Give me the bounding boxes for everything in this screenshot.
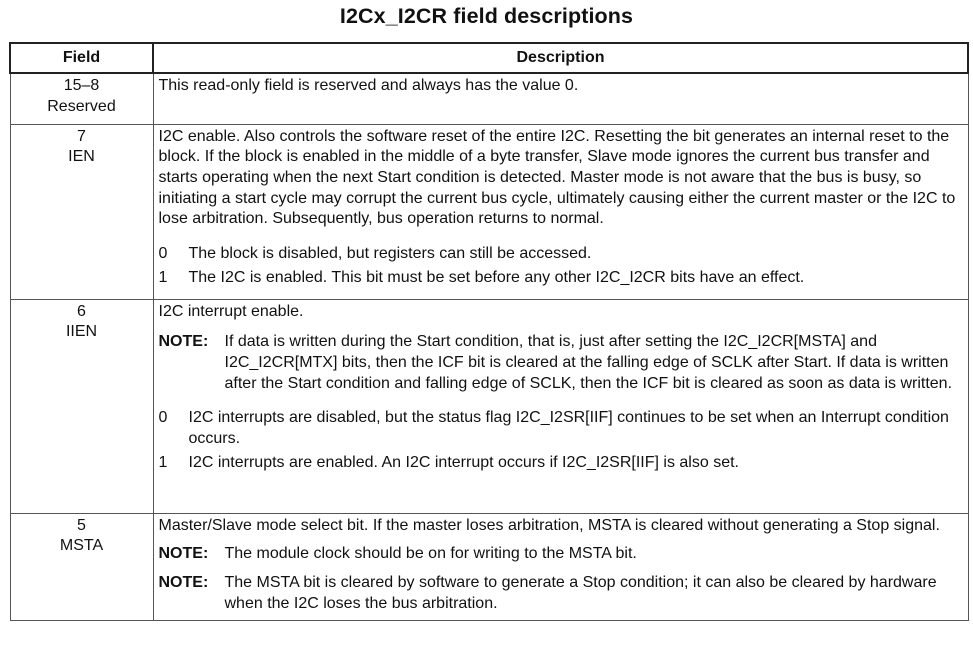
note-block — [159, 544, 962, 565]
note-label: NOTE: — [158, 333, 209, 351]
table-header-row — [10, 43, 968, 73]
description-cell — [153, 299, 968, 513]
table-row — [10, 124, 968, 299]
table-row — [10, 513, 968, 621]
field-cell — [10, 299, 153, 513]
field-cell — [10, 513, 153, 621]
value-description: The block is disabled, but registers can still be accessed. — [188, 245, 592, 263]
table-row — [10, 73, 968, 124]
value-description: The I2C is enabled. This bit must be set before any other I2C_I2CR bits have an effect. — [188, 268, 805, 286]
value-number: 1 — [158, 268, 168, 286]
page-title: I2Cx_I2CR field descriptions — [339, 4, 634, 28]
value-number: 1 — [158, 453, 168, 471]
description-text: I2C enable. Also controls the software reset of the entire I2C. Resetting the bit generates an internal reset to the block. If the block is enabled in the middle of a byte transfer, Slave mode ignores the current bus transfer and starts operating when the next Start condition is detected. Master mode is not aware that the bus is busy, so initiating a start cycle may corrupt the current bus cycle, ultimately causing either the current master or the I2C to lose arbitration. Subsequently, bus operation returns to normal. — [158, 127, 956, 228]
description-text: I2C interrupt enable. — [158, 302, 304, 320]
field-bits: 5 — [77, 516, 86, 534]
note-text: If data is written during the Start condition, that is, just after setting the I2C_I2CR[MSTA] and I2C_I2CR[MTX] bits, then the ICF bit is cleared at the falling edge of SCLK after Start. If data is written after the Start condition and falling edge of SCLK, then the ICF bit is cleared as soon as data is written. — [224, 333, 953, 392]
value-item — [159, 408, 962, 449]
field-bits: 7 — [77, 127, 86, 145]
description-cell — [153, 73, 968, 124]
description-text: Master/Slave mode select bit. If the master loses arbitration, MSTA is cleared without generating a Stop signal. — [158, 516, 940, 534]
value-number: 0 — [158, 245, 168, 263]
note-label: NOTE: — [158, 573, 209, 591]
field-descriptions-table — [9, 42, 969, 621]
description-text: This read-only field is reserved and always has the value 0. — [158, 77, 579, 94]
column-header-field: Field — [10, 43, 153, 73]
field-name: IEN — [68, 148, 95, 166]
field-cell — [10, 124, 153, 299]
value-description: I2C interrupts are enabled. An I2C interrupt occurs if I2C_I2SR[IIF] is also set. — [188, 453, 739, 471]
field-name: IIEN — [65, 323, 98, 341]
value-item — [159, 453, 962, 474]
note-text: The module clock should be on for writing to the MSTA bit. — [224, 545, 637, 563]
note-block — [159, 332, 962, 394]
field-bits: 6 — [77, 302, 86, 320]
description-cell — [153, 513, 968, 621]
value-number: 0 — [158, 409, 168, 427]
field-name: Reserved — [47, 97, 116, 115]
table-row — [10, 299, 968, 513]
field-name: MSTA — [59, 537, 104, 555]
field-bits: 15–8 — [63, 77, 100, 94]
description-cell — [153, 124, 968, 299]
note-label: NOTE: — [158, 545, 209, 563]
column-header-description: Description — [153, 43, 968, 73]
value-item — [159, 244, 962, 265]
note-text: The MSTA bit is cleared by software to generate a Stop condition; it can also be cleared by hardware when the I2C loses the bus arbitration. — [224, 573, 937, 612]
field-cell — [10, 73, 153, 124]
note-block — [159, 573, 962, 614]
value-description: I2C interrupts are disabled, but the status flag I2C_I2SR[IIF] continues to be set when an Interrupt condition occurs. — [188, 409, 949, 448]
value-item — [159, 268, 962, 289]
